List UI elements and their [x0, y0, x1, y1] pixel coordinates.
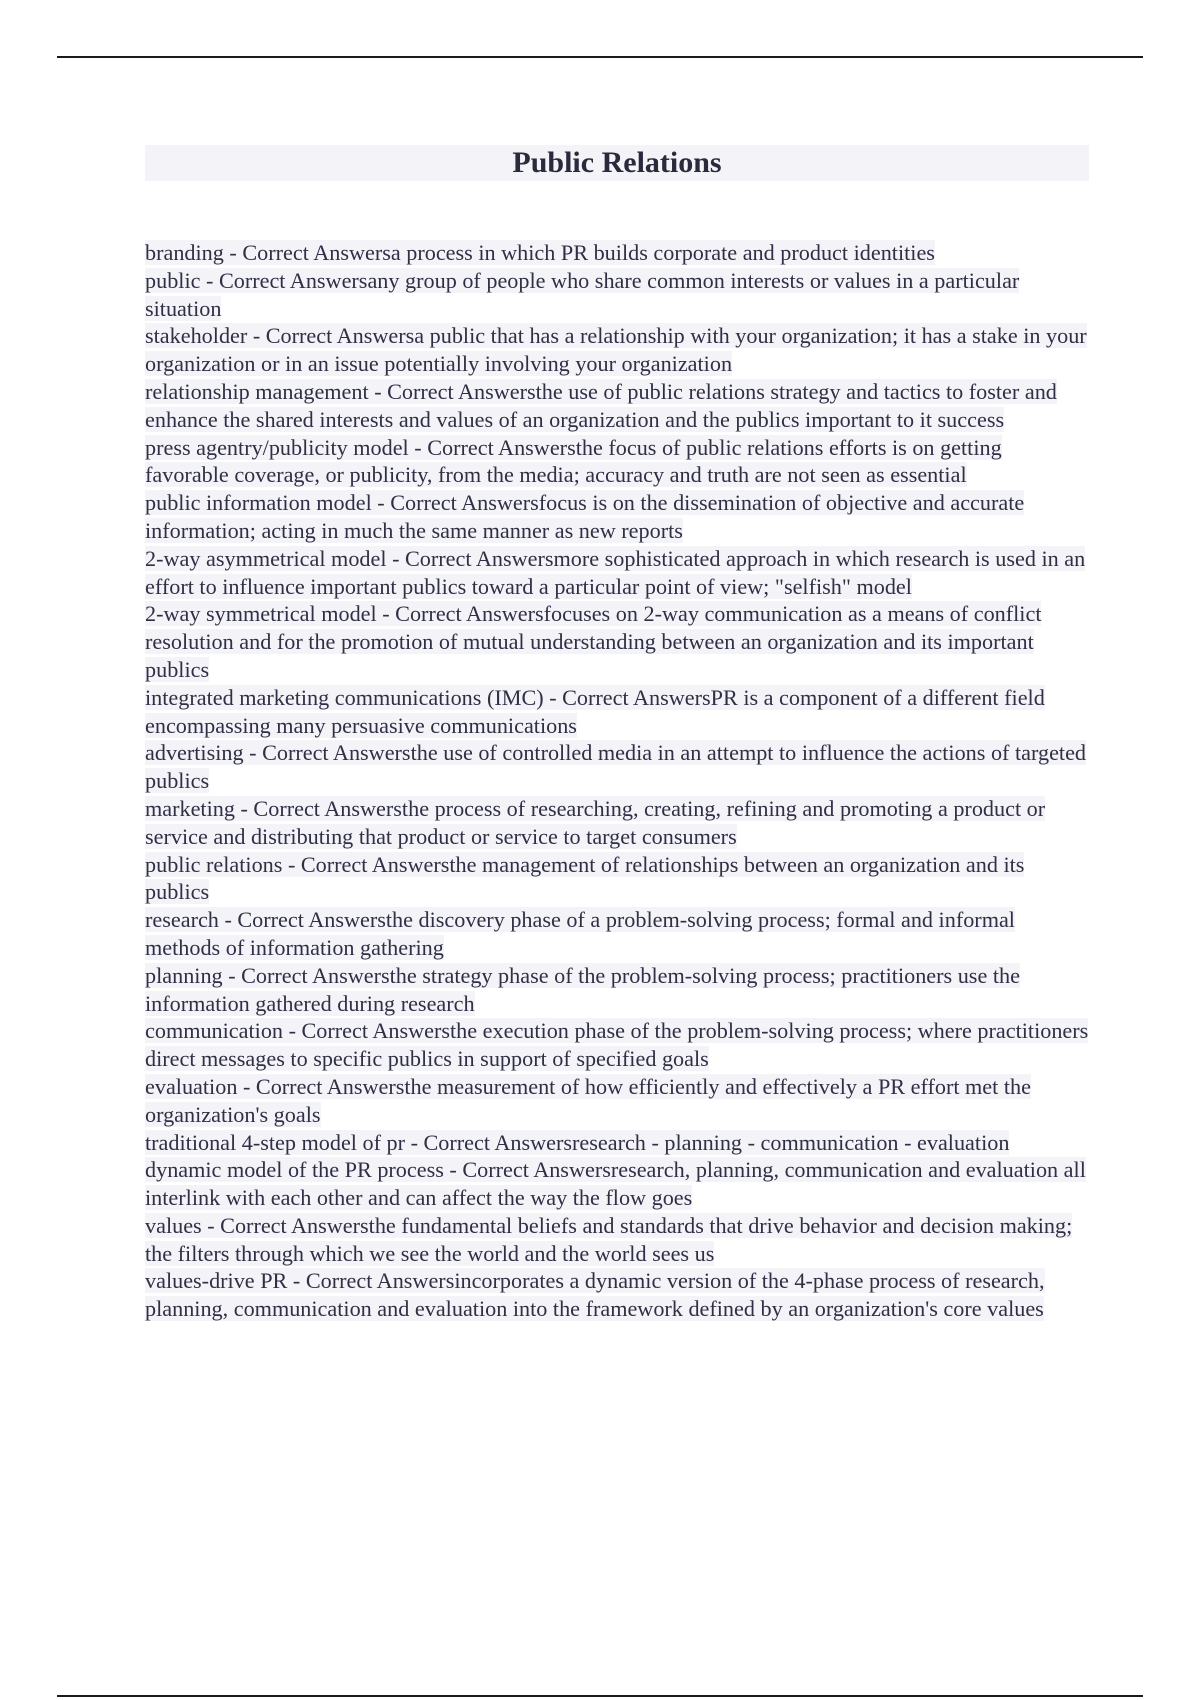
term-entry — [145, 1129, 1089, 1157]
term-entry-text: relationship management - Correct Answersthe use of public relations strategy and tactics to foster and enhance the shared interests and values of an organization and the publics important to it success — [145, 378, 1057, 432]
term-entry — [145, 1267, 1089, 1323]
term-entry-text: public - Correct Answersany group of people who share common interests or values in a particular situation — [145, 267, 1020, 321]
term-entry — [145, 489, 1089, 545]
term-entry — [145, 684, 1089, 740]
term-entry-text: branding - Correct Answersa process in which PR builds corporate and product identities — [145, 240, 935, 265]
term-entry-text: stakeholder - Correct Answersa public that has a relationship with your organization; it has a stake in your organization or in an issue potentially involving your organization — [145, 323, 1087, 377]
term-entry-text: 2-way asymmetrical model - Correct Answersmore sophisticated approach in which research is used in an effort to influence important publics toward a particular point of view; "selfish" model — [145, 545, 1086, 599]
term-entry-text: values - Correct Answersthe fundamental beliefs and standards that drive behavior and decision making; the filters through which we see the world and the world sees us — [145, 1212, 1073, 1266]
term-entry-text: planning - Correct Answersthe strategy phase of the problem-solving process; practitioners use the information gathered during research — [145, 962, 1020, 1016]
term-entry — [145, 1017, 1089, 1073]
term-entry-text: press agentry/publicity model - Correct Answersthe focus of public relations efforts is on getting favorable coverage, or publicity, from the media; accuracy and truth are not seen as essential — [145, 434, 1002, 488]
term-entry — [145, 851, 1089, 907]
term-entry — [145, 906, 1089, 962]
term-entry — [145, 434, 1089, 490]
term-entry-text: evaluation - Correct Answersthe measurement of how efficiently and effectively a PR effort met the organization's goals — [145, 1073, 1031, 1127]
term-entry-text: integrated marketing communications (IMC) - Correct AnswersPR is a component of a different field encompassing many persuasive communications — [145, 684, 1045, 738]
term-entry — [145, 1156, 1089, 1212]
term-entry — [145, 739, 1089, 795]
bottom-rule — [57, 1695, 1143, 1697]
term-list — [145, 239, 1089, 1323]
term-entry — [145, 239, 1089, 267]
term-entry — [145, 378, 1089, 434]
term-entry-text: research - Correct Answersthe discovery phase of a problem-solving process; formal and informal methods of information gathering — [145, 907, 1015, 960]
top-rule — [57, 56, 1143, 58]
term-entry — [145, 600, 1089, 683]
term-entry-text: dynamic model of the PR process - Correct Answersresearch, planning, communication and evaluation all interlink with each other and can affect the way the flow goes — [145, 1157, 1086, 1211]
term-entry — [145, 267, 1089, 323]
term-entry-text: 2-way symmetrical model - Correct Answersfocuses on 2-way communication as a means of conflict resolution and for the promotion of mutual understanding between an organization and its important publics — [145, 601, 1042, 682]
term-entry-text: values-drive PR - Correct Answersincorporates a dynamic version of the 4-phase process of research, planning, communication and evaluation into the framework defined by an organization's core values — [145, 1268, 1045, 1322]
term-entry-text: public information model - Correct Answersfocus is on the dissemination of objective and accurate information; acting in much the same manner as new reports — [145, 490, 1025, 543]
title-band — [145, 145, 1089, 181]
term-entry — [145, 322, 1089, 378]
term-entry-text: public relations - Correct Answersthe management of relationships between an organization and its publics — [145, 851, 1025, 905]
term-entry-text: communication - Correct Answersthe execution phase of the problem-solving process; where practitioners direct messages to specific publics in support of specified goals — [145, 1018, 1089, 1072]
page-title: Public Relations — [512, 146, 722, 179]
term-entry-text: traditional 4-step model of pr - Correct Answersresearch - planning - communication - evaluation — [145, 1129, 1010, 1155]
term-entry — [145, 962, 1089, 1018]
term-entry-text: marketing - Correct Answersthe process of researching, creating, refining and promoting a product or service and distributing that product or service to target consumers — [145, 795, 1046, 849]
term-entry-text: advertising - Correct Answersthe use of controlled media in an attempt to influence the actions of targeted publics — [145, 740, 1087, 794]
term-entry — [145, 1073, 1089, 1129]
term-entry — [145, 795, 1089, 851]
term-entry — [145, 1212, 1089, 1268]
term-entry — [145, 545, 1089, 601]
